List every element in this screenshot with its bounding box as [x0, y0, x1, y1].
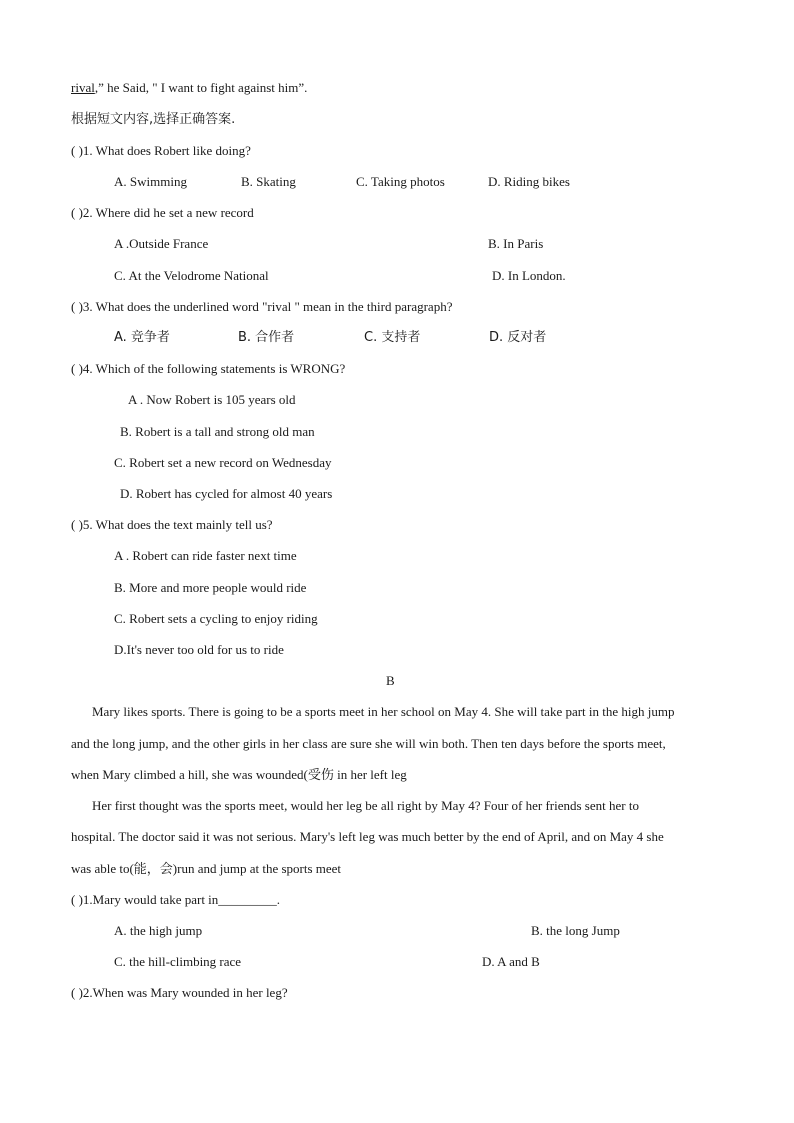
paragraph-2-line: was able to(能，会)run and jump at the sports meet: [71, 861, 342, 876]
option: C. Robert sets a cycling to enjoy riding: [114, 611, 318, 626]
intro-quote: ,” he Said, " I want to fight against him”.: [94, 80, 308, 95]
question-a2: ( )2. Where did he set a new record: [71, 205, 254, 220]
instruction: 根据短文内容,选择正确答案.: [71, 112, 236, 127]
option: D. In London.: [492, 268, 566, 283]
option: D. A and B: [482, 954, 540, 969]
question-a1: ( )1. What does Robert like doing?: [71, 143, 251, 158]
question-b1: ( )1.Mary would take part in_________.: [71, 892, 281, 907]
paragraph-1-line: and the long jump, and the other girls in her class are sure she will win both. Then ten days before the sports meet,: [71, 736, 666, 751]
option: B. In Paris: [488, 236, 544, 251]
option: D. Riding bikes: [488, 174, 570, 189]
option: D. 反对者: [489, 330, 547, 345]
option: C. Taking photos: [356, 174, 445, 189]
underlined-word-rival: rival: [71, 80, 95, 95]
option: D.It's never too old for us to ride: [114, 642, 284, 657]
option: C. the hill-climbing race: [114, 954, 242, 969]
option: A . Now Robert is 105 years old: [128, 392, 296, 407]
option: B. the long Jump: [531, 923, 620, 938]
option: A. 竞争者: [114, 330, 170, 345]
option: B. Skating: [241, 174, 296, 189]
question-a4: ( )4. Which of the following statements is WRONG?: [71, 361, 346, 376]
paragraph-2-line: hospital. The doctor said it was not serious. Mary's left leg was much better by the end of April, and on May 4 she: [71, 829, 664, 844]
intro-line: [71, 80, 307, 96]
option: C. Robert set a new record on Wednesday: [114, 455, 332, 470]
option: C. At the Velodrome National: [114, 268, 269, 283]
question-b2: ( )2.When was Mary wounded in her leg?: [71, 985, 288, 1000]
option: A . Robert can ride faster next time: [114, 548, 297, 563]
question-a3: ( )3. What does the underlined word "rival " mean in the third paragraph?: [71, 299, 453, 314]
option: D. Robert has cycled for almost 40 years: [120, 486, 333, 501]
option: B. 合作者: [238, 330, 295, 345]
question-a5: ( )5. What does the text mainly tell us?: [71, 517, 273, 532]
paragraph-1-line: Mary likes sports. There is going to be a sports meet in her school on May 4. She will take part in the high jump: [92, 704, 675, 719]
option: B. Robert is a tall and strong old man: [120, 424, 315, 439]
option: C. 支持者: [364, 330, 421, 345]
option: A .Outside France: [114, 236, 209, 251]
paragraph-1-line: when Mary climbed a hill, she was wounded(受伤 in her left leg: [71, 767, 407, 782]
option: A. the high jump: [114, 923, 203, 938]
section-heading: B: [386, 673, 395, 688]
option: A. Swimming: [114, 174, 187, 189]
paragraph-2-line: Her first thought was the sports meet, would her leg be all right by May 4? Four of her friends sent her to: [92, 798, 639, 813]
option: B. More and more people would ride: [114, 580, 307, 595]
